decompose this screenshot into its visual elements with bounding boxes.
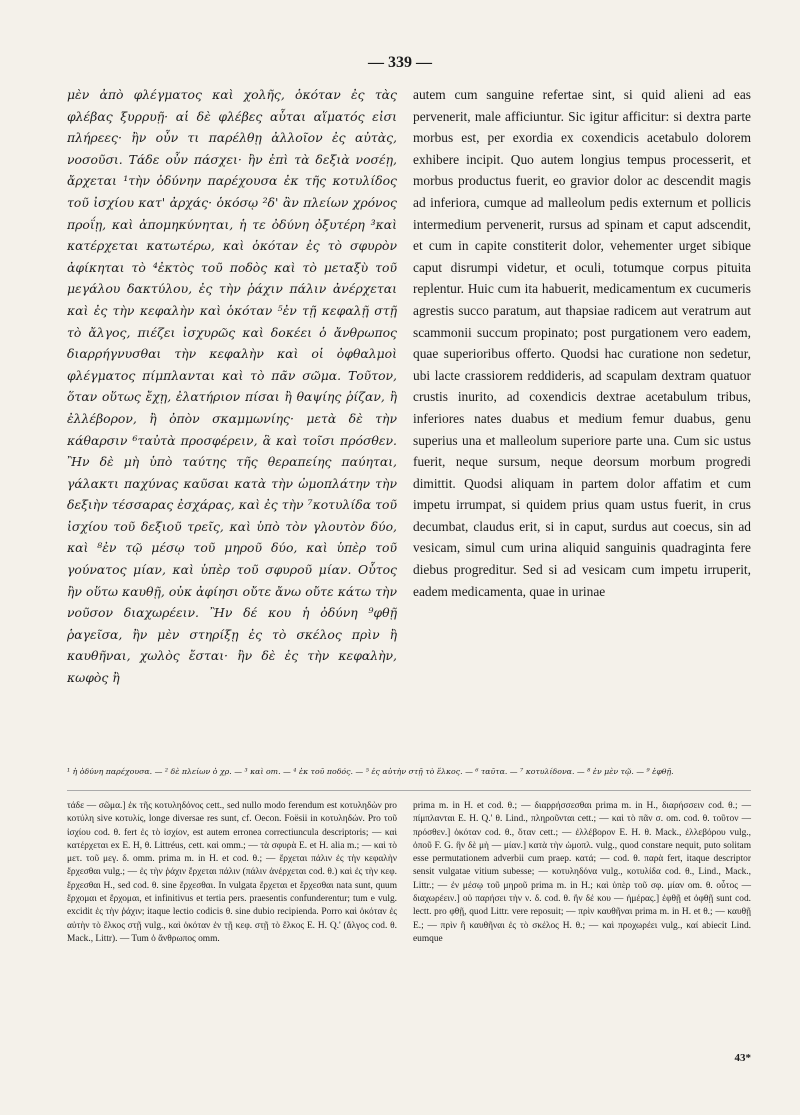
critical-notes-left: τάδε — σῶμα.] ἐκ τῆς κοτυληδόνος cett., sed nullo modo ferendum est κοτυληδὼν pro κοτύλη sive κοτυλίς, longe diversae res sunt, cf. Oecon. Foësii in κοτυληδών. Pro τοῦ ἰσχίου cod. θ. fert ἐς τὸ ἰσχίον, est autem erronea correctiuncula descriptoris; — καὶ κατέρχεται ex E. H, θ. Littréus, cett. καὶ omm.; — τὰ σφυρὰ E. et H. alia m.; — καὶ τὸ μετ. τοῦ μεγ. δ. omm. prima m. in H. et cod. θ.; — ἔρχεται πάλιν ἐς τὴν κεφαλὴν ἔρχεσθαι vulg.; — ἐς τὴν ῥάχιν ἔρχεται πάλιν (πάλιν ἀνέρχεται cod. θ.) καὶ ἐς τὴν κεφ. ἔρχεσθαι H., sed cod. θ. sine ἔρχεσθαι. In vulgata ἔρχεται et ἔρχεσθαι nata sunt, quum ἔρχομαι et ἔρχομαι, et infinitivus et tertia pers. praesentis confunderentur; tum e vulg. excidit ἐς τὴν ῥάχιν; itaque lectio codicis θ. sine dubio recipienda. Porro καὶ ὁκόταν ἐς αὐτὴν τὸ ἕλκος στῇ vulg., καὶ ὁκόταν ἐν τῇ κεφ. στῇ τὸ ἕλκος E. H. Q.' (ἄλγος cod. θ. Mack., Littr). — Tum ὁ ἄνθρωπος omm. bbox=[67, 801, 397, 944]
latin-paragraph: autem cum sanguine refertae sint, si quid alieni ad eas pervenerit, male afficiuntur. Sic igitur afficitur: si dextra parte morbus est, per exordia ex coxendicis acetabulo dolorem exhibere incipit. Quo autem longius tempus processerit, et morbus productus fuerit, eo gravior dolor ac descendit magis ad inferiora, cumque ad malleolum pedis externum et pollicis intermedium pervenerit, rursus ad spinam et caput adscendit, et cum in capite constiterit dolor, vehementer urget sibique caput disrumpi videtur, et oculi, totumque corpus pituita replentur. Huic cum ita habuerit, medicamentum ex cucumeris agrestis succo paratum, aut thapsiae radicem aut veratrum aut scammonii succum propinato; post purgationem vero eadem, quae superioribus offerto. Quodsi hac curatione non sedetur, ubi lacte crassiorem reddideris, ad scapulam dextram quatuor crustis inurito, ad coxendicis dextrae acetabulum tribus, inferiores nates duabus et medium femur duabus, genu superius una et malleolum superiore parte una. Cum sic ustus fuerit, neque sursum, neque deorsum morbum progredi dimittit. Quodsi aliquam in partem dolor affatim et cum impetu irrumpat, si quidem prius quam ustus fuerit, in crus decumbat, claudus erit, si in caput, surdus aut coecus, sin ad vesicam, simul cum urina aliquid sanguinis quadraginta fere diebus progreditur. Sed si ad vesicam cum impetu irruperit, eadem medicamenta, quae in urinae bbox=[413, 87, 751, 599]
signature-mark: 43* bbox=[734, 1052, 751, 1064]
footnotes: ¹ ἡ ὀδύνη παρέχουσα. — ² δὲ πλείων ὁ χρ. — ³ καὶ om. — ⁴ ἐκ τοῦ ποδός. — ⁵ ἐς αὐτὴν στῇ τὸ ἕλκος. — ⁶ ταῦτα. — ⁷ κοτυλίδονα. — ⁸ ἐν μὲν τῷ. — ⁹ ἐφθῇ. bbox=[67, 767, 674, 776]
greek-text-column bbox=[67, 84, 397, 689]
greek-paragraph: μὲν ἀπὸ φλέγματος καὶ χολῆς, ὁκόταν ἐς τὰς φλέβας ξυρρυῇ· αἱ δὲ φλέβες αὗται αἵματός εἰσι πλήρεες· ἢν οὖν τι παρέλθῃ ἀλλοῖον ἐς αὐτὰς, νοσοῦσι. Τάδε οὖν πάσχει· ἢν ἐπὶ τὰ δεξιὰ νοσέῃ, ἄρχεται ¹τὴν ὀδύνην παρέχουσα ἐκ τῆς κοτυλίδος τοῦ ἰσχίου κατ' ἀρχάς· ὁκόσῳ ²δ' ἂν πλείων χρόνος προΐῃ, καὶ ἀπομηκύνηται, ἡ τε ὀδύνη ὀξυτέρη ³καὶ κατέρχεται κατωτέρω, καὶ ὁκόταν ἐς τὸ σφυρὸν ἀφίκηται τὸ ⁴ἐκτὸς τοῦ ποδὸς καὶ τὸ μεταξὺ τοῦ μεγάλου δακτύλου, ἐς τὴν ῥάχιν πάλιν ἀνέρχεται καὶ ἐς τὴν κεφαλὴν καὶ ὁκόταν ⁵ἐν τῇ κεφαλῇ στῇ τὸ ἄλγος, πιέζει ἰσχυρῶς καὶ δοκέει ὁ ἄνθρωπος διαρρήγνυσθαι τὴν κεφαλὴν καὶ οἱ ὀφθαλμοὶ φλέγματος πίμπλανται καὶ τὸ πᾶν σῶμα. Τοῦτον, ὅταν οὕτως ἔχῃ, ἐλατήριον πίσαι ἢ θαψίης ῥίζαν, ἢ ἐλλέβορον, ἢ ὀπὸν σκαμμωνίης· μετὰ δὲ τὴν κάθαρσιν ⁶ταὐτὰ προσφέρειν, ἃ καὶ τοῖσι πρόσθεν. Ἢν δὲ μὴ ὑπὸ ταύτης τῆς θεραπείης παύηται, γάλακτι παχύνας καῦσαι κατὰ τὴν ὠμοπλάτην τὴν δεξιὴν τέσσαρας ἐσχάρας, καὶ ἐς τὴν ⁷κοτυλίδα τοῦ ἰσχίου τοῦ δεξιοῦ τρεῖς, καὶ ὑπὸ τὸν γλουτὸν δύο, καὶ ⁸ἐν τῷ μέσῳ τοῦ μηροῦ δύο, καὶ ὑπὲρ τοῦ γούνατος μίαν, καὶ ὑπὲρ τοῦ σφυροῦ μίαν. Οὗτος ἢν οὕτω καυθῇ, οὐκ ἀφίησι οὔτε ἄνω οὔτε κάτω τὴν νοῦσον διαχωρέειν. Ἢν δέ κου ἡ ὀδύνη ⁹φθῇ ῥαγεῖσα, ἢν μὲν στηρίξῃ ἐς τὸ σκέλος πρὶν ἢ καυθῆναι, χωλὸς ἔσται· ἢν δὲ ἐς τὴν κεφαλὴν, κωφὸς ἢ bbox=[67, 87, 397, 686]
divider bbox=[67, 790, 751, 791]
latin-text-column bbox=[413, 84, 751, 602]
critical-notes-right: prima m. in H. et cod. θ.; — διαρρήσσεσθαι prima m. in H., διαρήσσειν cod. θ.; — πίμπλανται E. H. Q.' θ. Lind., πληροῦνται cett.; — καὶ τὸ πᾶν σ. om. cod. θ. τοῦτον — πρόσθεν.] ὁκόταν cod. θ., ὅταν cett.; — ἐλλέβορον E. H. θ. Mack., ἐλλεβόρου vulg., ὀποῦ F. G. ἢν δὲ μὴ — μίαν.] κατὰ τὴν ὠμοπλ. vulg., quod constare nequit, puto solitam esse permutationem adverbii cum praep. κατά; — cod. θ. παρὰ fert, itaque descriptor sensit vulgatae vitium subesse; — κοτυληδόνα vulg., κοτυλίδα cod. θ., Lind., Mack., Littr.; — ἐν μέσῳ τοῦ μηροῦ prima m. in H.; καὶ ὑπὲρ τοῦ σφ. μίαν om. θ. οὗτος — διαχωρέειν.] οὐ παρήσει τὴν ν. δ. cod. θ. ἢν δέ κου — ἡμέρας.] ἐφθῇ et ὀφθῇ sunt cod. lectt. pro φθῇ, quod Littr. vere reposuit; — πρὶν καυθῆναι prima m. in H. et θ.; — καυθῇ E.; — πρὶν ἢ καυθῆναι ἐς τὸ σκέλος H. θ.; — καὶ προχωρέει vulg., καί abiecit Lind. eumque bbox=[413, 801, 751, 944]
page-number: — 339 — bbox=[368, 54, 432, 71]
